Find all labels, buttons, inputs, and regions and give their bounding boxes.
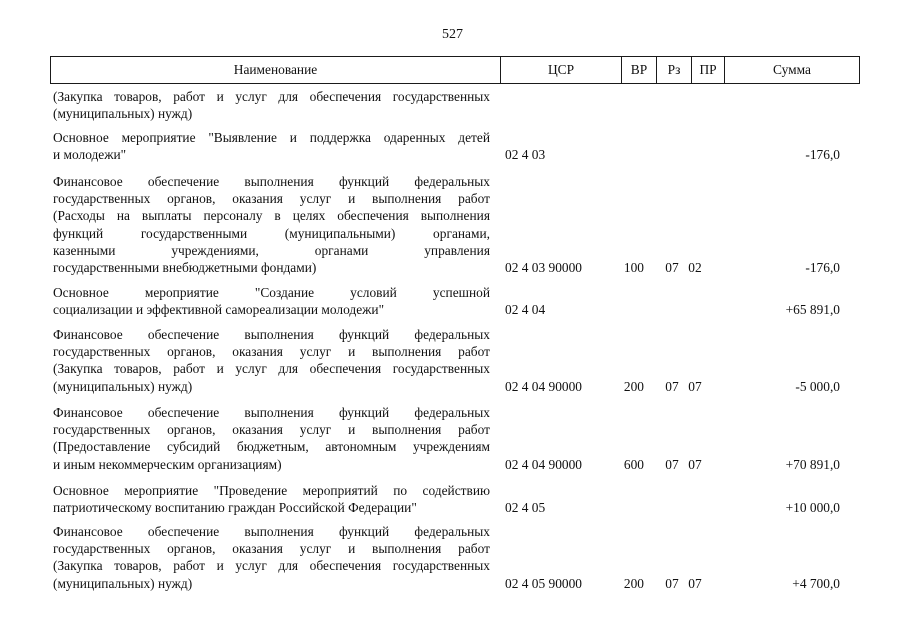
table-row xyxy=(50,173,860,276)
page-number: 527 xyxy=(442,27,463,42)
cell-name-line: (муниципальных) нужд) xyxy=(53,575,193,591)
cell-name xyxy=(53,129,490,163)
cell-name-line: (Закупка товаров, работ и услуг для обеспечения государственных xyxy=(53,89,490,104)
table-row xyxy=(50,326,860,395)
header-csr: ЦСР xyxy=(500,57,621,83)
cell-rz: 07 xyxy=(665,378,679,394)
header-rz: Рз xyxy=(656,57,691,83)
cell-name xyxy=(53,284,490,318)
table-row xyxy=(50,129,860,163)
cell-name-line: (Предоставление субсидий бюджетным, автономным учреждениям xyxy=(53,439,490,455)
cell-name-line: социализации и эффективной самореализации молодежи" xyxy=(53,302,385,318)
cell-sum: -176,0 xyxy=(805,147,840,163)
cell-name-line: Основное мероприятие "Создание условий успешной xyxy=(53,285,490,300)
cell-name xyxy=(53,523,490,592)
cell-name-line: (муниципальных) нужд) xyxy=(53,378,193,394)
cell-name-line: функций государственными (муниципальными) органами, xyxy=(53,225,490,241)
cell-sum: +65 891,0 xyxy=(785,302,840,318)
cell-vr: 200 xyxy=(623,378,644,394)
cell-rz: 07 xyxy=(665,259,679,275)
cell-vr: 200 xyxy=(623,575,644,591)
header-vr: ВР xyxy=(621,57,656,83)
header-sum: Сумма xyxy=(724,57,859,83)
cell-name-line: патриотическому воспитанию граждан Российской Федерации" xyxy=(53,500,417,516)
cell-pr: 02 xyxy=(688,259,702,275)
cell-name xyxy=(53,482,490,516)
cell-name-line: Финансовое обеспечение выполнения функций федеральных xyxy=(53,524,490,539)
cell-csr: 02 4 04 90000 xyxy=(505,378,582,394)
cell-name-line: (Закупка товаров, работ и услуг для обеспечения государственных xyxy=(53,361,490,377)
cell-pr: 07 xyxy=(688,456,702,472)
cell-vr: 100 xyxy=(623,259,644,275)
cell-sum: -5 000,0 xyxy=(795,378,840,394)
table-row xyxy=(50,284,860,318)
cell-name-line: государственными внебюджетными фондами) xyxy=(53,260,317,276)
cell-sum: -176,0 xyxy=(805,259,840,275)
cell-name-line: государственных органов, оказания услуг и выполнения работ xyxy=(53,541,490,557)
cell-vr: 600 xyxy=(623,456,644,472)
cell-name xyxy=(53,88,490,122)
cell-name-line: (Закупка товаров, работ и услуг для обеспечения государственных xyxy=(53,558,490,574)
table-row xyxy=(50,523,860,592)
table-header xyxy=(50,56,860,84)
cell-name-line: и иным некоммерческим организациям) xyxy=(53,456,282,472)
cell-csr: 02 4 03 xyxy=(505,147,546,163)
cell-name-line: государственных органов, оказания услуг и выполнения работ xyxy=(53,191,490,207)
cell-pr: 07 xyxy=(688,575,702,591)
cell-name-line: Основное мероприятие "Выявление и поддержка одаренных детей xyxy=(53,130,490,145)
cell-sum: +10 000,0 xyxy=(785,500,840,516)
cell-name-line: (муниципальных) нужд) xyxy=(53,106,193,122)
cell-name-line: (Расходы на выплаты персоналу в целях обеспечения выполнения xyxy=(53,208,490,224)
cell-name xyxy=(53,326,490,395)
cell-name-line: Финансовое обеспечение выполнения функций федеральных xyxy=(53,405,490,420)
table-row xyxy=(50,88,860,122)
cell-name-line: казенными учреждениями, органами управления xyxy=(53,242,490,258)
cell-csr: 02 4 04 xyxy=(505,302,546,318)
cell-csr: 02 4 05 90000 xyxy=(505,575,582,591)
cell-csr: 02 4 05 xyxy=(505,500,546,516)
header-pr: ПР xyxy=(691,57,724,83)
cell-name xyxy=(53,404,490,473)
cell-name-line: и молодежи" xyxy=(53,147,127,163)
cell-csr: 02 4 04 90000 xyxy=(505,456,582,472)
cell-name-line: государственных органов, оказания услуг и выполнения работ xyxy=(53,422,490,438)
cell-sum: +70 891,0 xyxy=(785,456,840,472)
cell-name-line: Финансовое обеспечение выполнения функций федеральных xyxy=(53,327,490,342)
table-row xyxy=(50,404,860,473)
cell-rz: 07 xyxy=(665,456,679,472)
cell-name-line: Основное мероприятие "Проведение мероприятий по содействию xyxy=(53,483,490,498)
cell-csr: 02 4 03 90000 xyxy=(505,259,582,275)
cell-rz: 07 xyxy=(665,575,679,591)
cell-pr: 07 xyxy=(688,378,702,394)
cell-sum: +4 700,0 xyxy=(792,575,840,591)
table-row xyxy=(50,482,860,516)
cell-name xyxy=(53,173,490,276)
cell-name-line: государственных органов, оказания услуг и выполнения работ xyxy=(53,344,490,360)
header-name: Наименование xyxy=(233,62,318,77)
cell-name-line: Финансовое обеспечение выполнения функций федеральных xyxy=(53,174,490,189)
